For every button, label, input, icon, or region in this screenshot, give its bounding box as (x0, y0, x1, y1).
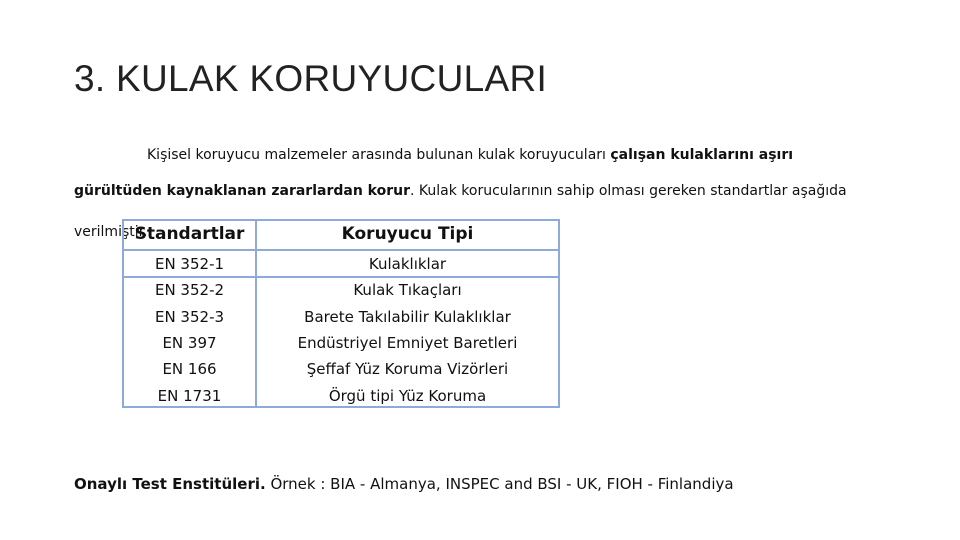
intro-text: Kişisel koruyucu malzemeler arasında bulunan kulak koruyucuları (147, 147, 611, 163)
slide-title: 3. KULAK KORUYUCULARI (74, 58, 548, 99)
intro-text: verilmiştir. (74, 224, 148, 240)
table-cell-standard: EN 397 (162, 334, 217, 352)
table-cell-type: Barete Takılabilir Kulaklıklar (304, 308, 511, 326)
table-cell-standard: EN 166 (162, 360, 217, 378)
intro-line-2 (74, 183, 847, 199)
table-header-standards: Standartlar (134, 224, 245, 244)
table-cell-standard: EN 352-2 (154, 281, 225, 299)
table-cell-standard: EN 352-3 (154, 308, 225, 326)
table-cell-standard: EN 352-1 (154, 255, 225, 273)
table-row-divider (124, 249, 558, 251)
table-cell-type: Endüstriyel Emniyet Baretleri (297, 334, 518, 352)
table-header-protector-type: Koruyucu Tipi (341, 224, 474, 244)
table-row-divider (124, 276, 558, 278)
table-cell-type: Kulaklıklar (368, 255, 447, 273)
standards-table (122, 219, 560, 408)
table-cell-type: Örgü tipi Yüz Koruma (328, 387, 487, 405)
table-cell-standard: EN 1731 (157, 387, 222, 405)
table-cell-type: Kulak Tıkaçları (353, 281, 462, 299)
intro-text: . Kulak korucularının sahip olması gereken standartlar aşağıda (410, 183, 847, 199)
intro-emphasis: gürültüden kaynaklanan zararlardan korur (74, 183, 410, 199)
footer-note (74, 475, 734, 493)
footer-label: Onaylı Test Enstitüleri. (74, 475, 266, 493)
footer-text: Örnek : BIA - Almanya, INSPEC and BSI - UK, FIOH - Finlandiya (265, 475, 734, 493)
intro-line-1 (147, 147, 793, 163)
table-cell-type: Şeffaf Yüz Koruma Vizörleri (306, 360, 509, 378)
intro-emphasis: çalışan kulaklarını aşırı (610, 147, 794, 163)
